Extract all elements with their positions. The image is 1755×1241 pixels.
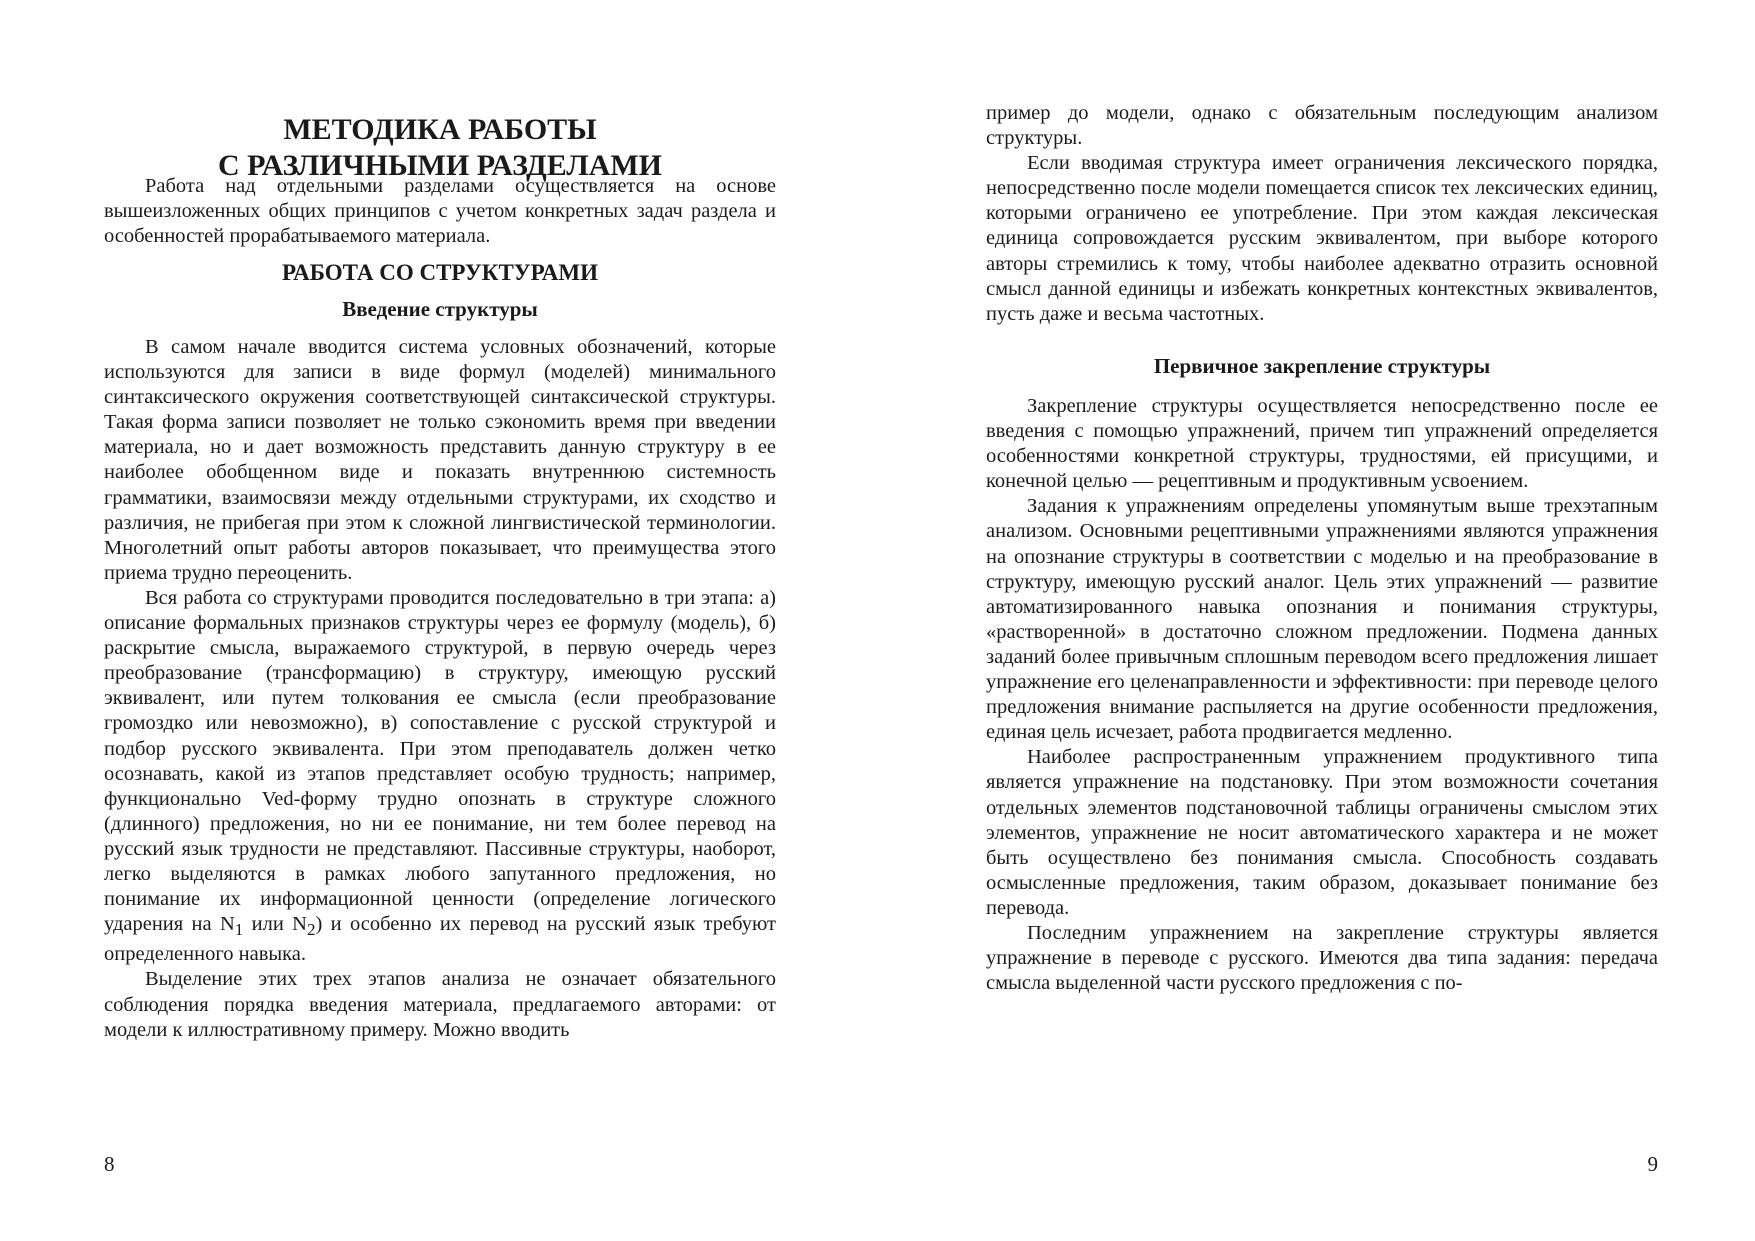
subsection-heading: Первичное закрепление структуры [1153, 354, 1491, 378]
body-paragraph: В самом начале вводится система условных обозначений, которые используются для записи в виде формул (моделей) минимального синтаксического окружения соответствующей синтаксической структуры. Такая форма записи позволяет не только сэкономить время при введении материала, но и дает возможность представить данную структуру в ее наиболее обобщенном виде и показать внутреннюю системность грамматики, взаимосвязи между отдельными структурами, их сходство и различия, не прибегая при этом к сложной лингвистической терминологии. Многолетний опыт работы авторов показывает, что преимущества этого приема трудно переоценить. [104, 336, 776, 584]
page-number: 8 [104, 1152, 115, 1176]
right-body [986, 394, 1658, 996]
paragraph-text: Вся работа со структурами проводится последовательно в три этапа: а) описание формальных признаков структуры через ее формулу (модель), б) раскрытие смысла, выражаемого структурой, в первую очередь через преобразование (трансформацию) в структуру, имеющую русский эквивалент, или путем толкования ее смысла (если преобразование громоздко или невозможно), в) сопоставление с русской структурой и подбор русского эквивалента. При этом преподаватель должен четко осознавать, какой из этапов представляет особую трудность; например, функционально Ved-форму трудно опознать в структуре сложного (длинного) предложения, но ни ее понимание, ни тем более перевод на русский язык трудности не представляют. Пассивные структуры, наоборот, легко выделяются в рамках любого запутанного предложения, но понимание их информационной ценности (определение логического ударения на N [104, 586, 776, 936]
page-number: 9 [1647, 1152, 1658, 1176]
right-page [986, 0, 1658, 1241]
left-body [104, 335, 776, 1043]
intro-paragraph: Работа над отдельными разделами осуществляется на основе вышеизложенных общих принципов с учетом конкретных задач раздела и особенностей прорабатываемого материала. [104, 175, 776, 248]
continued-paragraph: пример до модели, однако с обязательным последующим анализом структуры. [986, 102, 1658, 150]
chapter-title-line-2: С РАЗЛИЧНЫМИ РАЗДЕЛАМИ [217, 149, 663, 182]
body-paragraph: Последним упражнением на закрепление структуры является упражнение в переводе с русского. Имеются два типа задания: передача смысла выделенной части русского предложения с по- [986, 921, 1658, 995]
right-top-block [986, 101, 1658, 327]
paragraph-text: или N [243, 913, 307, 936]
body-paragraph: Задания к упражнениям определены упомянутым выше трехэтапным анализом. Основными рецептивными упражнениями являются упражнения на опознание структуры в соответствии с моделью и на преобразование в структуру, имеющую русский аналог. Цель этих упражнений — развитие автоматизированного навыка опознания и понимания структуры, «растворенной» в достаточно сложном предложении. Подмена данных заданий более привычным сплошным переводом всего предложения лишает упражнение его целенаправленности и эффективности: при переводе целого предложения внимание распыляется на другие особенности предложения, единая цель исчезает, работа продвигается медленно. [986, 495, 1658, 744]
chapter-title-line-1: МЕТОДИКА РАБОТЫ [283, 113, 597, 146]
subscript: 1 [234, 920, 244, 940]
body-paragraph: Выделение этих трех этапов анализа не означает обязательного соблюдения порядка введения материала, предлагаемого авторами: от модели к иллюстративному примеру. Можно вводить [104, 968, 776, 1041]
subscript: 2 [306, 920, 316, 940]
subsection-heading: Введение структуры [342, 297, 538, 321]
section-heading: РАБОТА СО СТРУКТУРАМИ [282, 260, 598, 285]
intro-block [104, 174, 776, 249]
body-paragraph: Закрепление структуры осуществляется непосредственно после ее введения с помощью упражнений, причем тип упражнений определяется особенностями конкретной структуры, трудностями, ей присущими, и конечной целью — рецептивным и продуктивным усвоением. [986, 395, 1658, 493]
body-paragraph: Наиболее распространенным упражнением продуктивного типа является упражнение на подстановку. При этом возможности сочетания отдельных элементов подстановочной таблицы ограничены смыслом этих элементов, упражнение не носит автоматического характера и не может быть осуществлено без понимания смысла. Способность создавать осмысленные предложения, таким образом, доказывает понимание без перевода. [986, 746, 1658, 919]
body-paragraph [104, 586, 776, 968]
body-paragraph: Если вводимая структура имеет ограничения лексического порядка, непосредственно после модели помещается список тех лексических единиц, которыми ограничено ее употребление. При этом каждая лексическая единица сопровождается русским эквивалентом, при выборе которого авторы стремились к тому, чтобы наиболее адекватно отразить основной смысл данной единицы и избежать конкретных контекстных эквивалентов, пусть даже и весьма частотных. [986, 152, 1658, 325]
left-page [104, 0, 776, 1241]
paragraph-text: ) и особенно их перевод на русский язык требуют определенного навыка. [104, 913, 776, 966]
